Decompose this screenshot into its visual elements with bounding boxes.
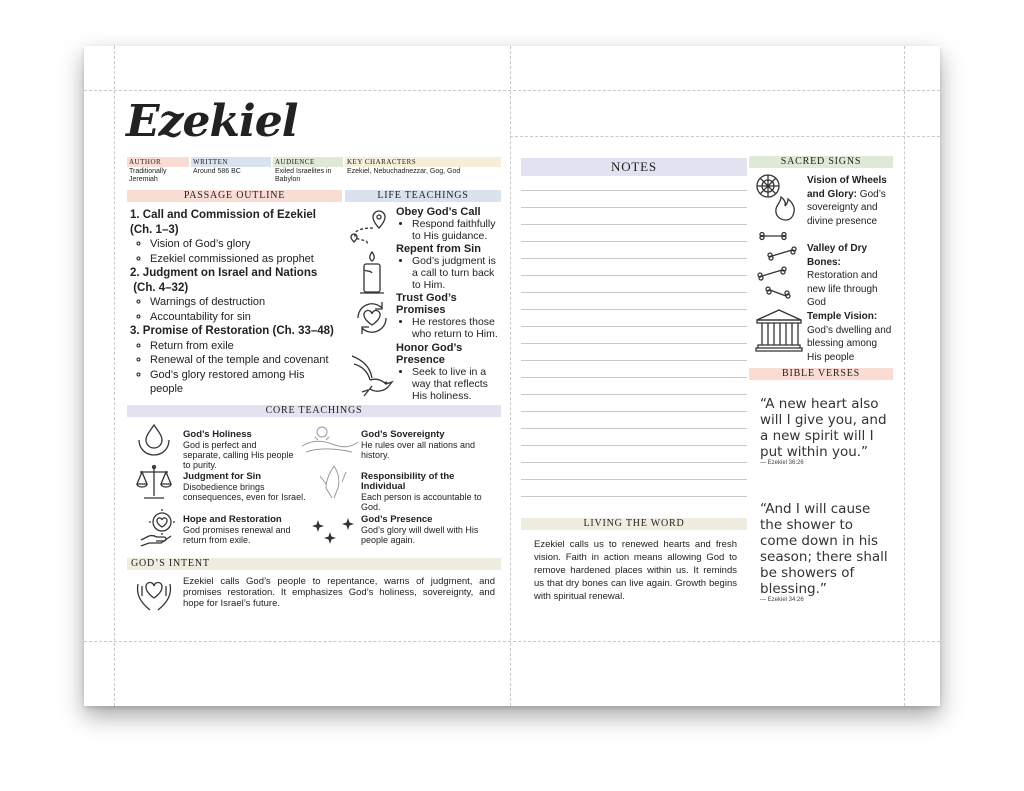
temple-icon <box>754 308 804 352</box>
trim-guide <box>510 46 511 706</box>
meta-characters <box>345 157 501 189</box>
scales-icon <box>134 462 174 502</box>
outline-point: ◦ Vision of God’s glory <box>150 237 340 252</box>
praying-hands-icon <box>316 462 352 502</box>
sacred-signs-heading: SACRED SIGNS <box>749 156 893 168</box>
core-teaching-hope: Hope and Restoration God promises renewal and return from exile. <box>183 514 291 545</box>
note-line <box>521 462 747 463</box>
bible-verses-heading: BIBLE VERSES <box>749 368 893 380</box>
life-teaching-trust: Trust God’s Promises • He restores those who return to Him. <box>396 292 501 340</box>
passage-outline <box>130 208 340 404</box>
note-line <box>521 309 747 310</box>
trim-guide <box>510 136 940 137</box>
note-line <box>521 496 747 497</box>
map-pin-path-icon <box>348 208 390 250</box>
core-teaching-judgment: Judgment for Sin Disobedience brings consequences, even for Israel. <box>183 471 306 502</box>
living-the-word-heading: LIVING THE WORD <box>521 518 747 530</box>
core-teaching-holiness: God’s Holiness God is perfect and separate, calling His people to purity. <box>183 429 294 470</box>
note-line <box>521 241 747 242</box>
meta-author <box>127 157 189 189</box>
sacred-sign-wheels: Vision of Wheels and Glory: God’s sovereignty and divine presence <box>807 175 887 227</box>
outline-point: ◦ Return from exile <box>150 339 340 354</box>
trim-guide <box>84 641 940 642</box>
life-teaching-repent: Repent from Sin • God’s judgment is a call to turn back to Him. <box>396 243 501 291</box>
note-line <box>521 258 747 259</box>
core-teaching-responsibility: Responsibility of the Individual Each person is accountable to God. <box>361 471 482 512</box>
landscape-sun-icon <box>300 422 360 456</box>
verse-quote: “A new heart also will I give you, and a new spirit will I put within you.” <box>760 396 887 460</box>
outline-point: ◦ Ezekiel commissioned as prophet <box>150 252 340 267</box>
notes-heading: NOTES <box>521 158 747 176</box>
dove-icon <box>350 350 396 400</box>
gods-intent-heading: GOD’S INTENT <box>127 558 501 570</box>
note-line <box>521 394 747 395</box>
candle-icon <box>356 250 388 296</box>
note-line <box>521 207 747 208</box>
sparkles-icon <box>308 512 358 548</box>
meta-audience-value: Exiled Israelites in Babylon <box>275 168 332 183</box>
note-line <box>521 275 747 276</box>
wheel-fire-icon <box>752 172 800 222</box>
meta-audience-label: AUDIENCE <box>273 157 343 167</box>
note-line <box>521 326 747 327</box>
hands-heart-icon <box>134 574 174 614</box>
note-line <box>521 190 747 191</box>
outline-item-3: 3. Promise of Restoration (Ch. 33–48) <box>130 325 334 337</box>
note-line <box>521 360 747 361</box>
meta-characters-label: KEY CHARACTERS <box>345 157 501 167</box>
note-line <box>521 428 747 429</box>
printable-sheet <box>84 46 940 706</box>
note-line <box>521 292 747 293</box>
verse-quote: “And I will cause the shower to come down in his season; there shall be showers of blessing.” <box>760 501 888 597</box>
verse-reference: — Ezekiel 36:26 <box>760 460 804 466</box>
note-line <box>521 479 747 480</box>
meta-audience <box>273 157 343 189</box>
passage-outline-heading: PASSAGE OUTLINE <box>127 190 342 202</box>
outline-item-1: 1. Call and Commission of Ezekiel (Ch. 1–3) <box>130 209 316 236</box>
outline-point: ◦ God’s glory restored among His people <box>150 368 340 397</box>
trim-guide <box>84 90 940 91</box>
life-teaching-obey: Obey God’s Call • Respond faithfully to His guidance. <box>396 206 501 242</box>
bible-verse-1 <box>760 396 890 466</box>
sacred-sign-temple: Temple Vision: God’s dwelling and blessing among His people <box>807 311 892 363</box>
outline-item-2: 2. Judgment on Israel and Nations (Ch. 4–32) <box>130 267 318 294</box>
verse-reference: — Ezekiel 34:26 <box>760 597 804 603</box>
notes-area[interactable] <box>521 176 747 516</box>
sacred-sign-bones: Valley of Dry Bones: Restoration and new life through God <box>807 243 878 308</box>
core-teaching-sovereignty: God’s Sovereignty He rules over all nations and history. <box>361 429 476 460</box>
note-line <box>521 224 747 225</box>
bible-verse-2 <box>760 501 890 603</box>
page-title: Ezekiel <box>126 96 298 147</box>
gods-intent-text: Ezekiel calls God’s people to repentance, warns of judgment, and promises restoration. It emphasizes God’s holiness, sovereignty, and hope for Israel’s future. <box>183 576 495 609</box>
meta-written <box>191 157 271 189</box>
heart-cycle-icon <box>352 298 392 338</box>
core-teaching-presence: God’s Presence God’s glory will dwell with His people again. <box>361 514 479 545</box>
water-drop-hands-icon <box>136 422 172 458</box>
meta-author-label: AUTHOR <box>127 157 189 167</box>
outline-point: ◦ Renewal of the temple and covenant <box>150 353 340 368</box>
note-line <box>521 411 747 412</box>
outline-point: ◦ Warnings of destruction <box>150 295 340 310</box>
meta-author-value: Traditionally Jeremiah <box>129 168 167 183</box>
meta-written-value: Around 586 BC <box>193 168 241 175</box>
core-teachings-heading: CORE TEACHINGS <box>127 405 501 417</box>
meta-characters-value: Ezekiel, Nebuchadnezzar, Gog, God <box>347 168 461 175</box>
heart-in-hand-icon <box>138 508 178 548</box>
dry-bones-icon <box>756 230 800 300</box>
note-line <box>521 377 747 378</box>
note-line <box>521 445 747 446</box>
life-teachings-heading: LIFE TEACHINGS <box>345 190 501 202</box>
meta-written-label: WRITTEN <box>191 157 271 167</box>
note-line <box>521 343 747 344</box>
trim-guide <box>904 46 905 706</box>
trim-guide <box>114 46 115 706</box>
outline-point: ◦ Accountability for sin <box>150 310 340 325</box>
life-teaching-honor: Honor God’s Presence • Seek to live in a way that reflects His holiness. <box>396 342 501 402</box>
living-the-word-text: Ezekiel calls us to renewed hearts and fresh vision. Faith in action means allowing God to remove hardened places within us. It reminds us that dry bones can live again. Growth begins with spiritual renewal. <box>534 539 737 602</box>
